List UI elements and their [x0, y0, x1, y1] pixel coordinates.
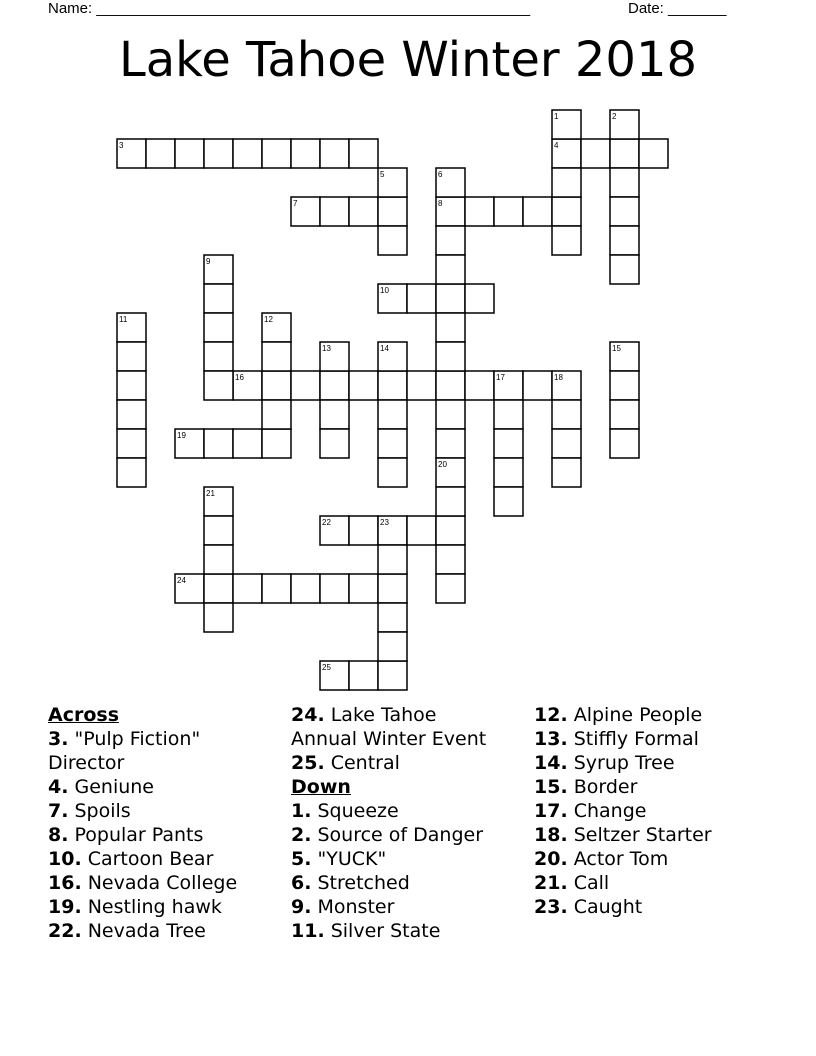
grid-cell[interactable] [262, 139, 291, 168]
grid-cell[interactable] [204, 313, 233, 342]
clue-item [48, 751, 237, 775]
grid-cell[interactable] [436, 516, 465, 545]
grid-cell[interactable] [320, 197, 349, 226]
clue-item [48, 823, 237, 847]
clue-item [291, 871, 486, 895]
cell-number: 6 [438, 170, 443, 179]
cell-number: 13 [322, 344, 331, 353]
down-heading: Down [291, 776, 351, 798]
clue-item [534, 895, 712, 919]
grid-cell[interactable] [436, 284, 465, 313]
grid-cell[interactable] [233, 139, 262, 168]
grid-cell[interactable] [262, 342, 291, 371]
grid-cell[interactable] [204, 516, 233, 545]
cell-number: 10 [380, 286, 389, 295]
grid-cell[interactable] [378, 603, 407, 632]
grid-cell[interactable] [204, 603, 233, 632]
clue-number: 14. [534, 752, 568, 774]
clue-number: 8. [48, 824, 69, 846]
clue-number: 1. [291, 800, 312, 822]
grid-cell[interactable] [494, 197, 523, 226]
grid-cell[interactable] [610, 168, 639, 197]
clue-text: Source of Danger [311, 824, 484, 846]
cell-number: 22 [322, 518, 331, 527]
clue-number: 10. [48, 848, 82, 870]
clue-item [291, 727, 486, 751]
clue-text: Squeeze [311, 800, 399, 822]
cell-number: 25 [322, 663, 331, 672]
clue-text: Caught [567, 896, 643, 918]
clue-number: 24. [291, 704, 325, 726]
clue-number: 17. [534, 800, 568, 822]
clue-text: Call [567, 872, 610, 894]
grid-cell[interactable] [552, 226, 581, 255]
across-heading: Across [48, 704, 120, 726]
grid-cell[interactable] [436, 545, 465, 574]
name-field-label: Name: ____________________________________________________ [48, 0, 531, 17]
grid-cell[interactable] [349, 574, 378, 603]
clue-text: Nevada College [81, 872, 238, 894]
grid-cell[interactable] [378, 632, 407, 661]
clue-number: 16. [48, 872, 82, 894]
page-title: Lake Tahoe Winter 2018 [118, 32, 698, 88]
clue-number: 19. [48, 896, 82, 918]
clue-item [534, 823, 712, 847]
grid-cell[interactable] [204, 284, 233, 313]
grid-cell[interactable] [349, 139, 378, 168]
grid-cell[interactable] [639, 139, 668, 168]
grid-cell[interactable] [204, 371, 233, 400]
cell-number: 23 [380, 518, 389, 527]
grid-cell[interactable] [378, 429, 407, 458]
clues-column-3 [534, 703, 712, 919]
clue-text: Central [324, 752, 400, 774]
grid-cell[interactable] [552, 429, 581, 458]
clue-number: 6. [291, 872, 312, 894]
grid-cell[interactable] [610, 400, 639, 429]
grid-cell[interactable] [436, 342, 465, 371]
clue-number: 15. [534, 776, 568, 798]
clue-text: Geniune [68, 776, 154, 798]
clue-text: Cartoon Bear [81, 848, 214, 870]
clue-text: Border [567, 776, 638, 798]
grid-cell[interactable] [349, 516, 378, 545]
grid-cell[interactable] [349, 661, 378, 690]
grid-cell[interactable] [378, 197, 407, 226]
clue-text: "Pulp Fiction" [68, 728, 201, 750]
clue-text: Lake Tahoe [324, 704, 437, 726]
grid-cell[interactable] [552, 458, 581, 487]
grid-cell[interactable] [204, 545, 233, 574]
clue-item [48, 895, 237, 919]
grid-cell[interactable] [436, 574, 465, 603]
clue-text: Annual Winter Event [291, 728, 487, 750]
grid-cell[interactable] [175, 139, 204, 168]
clue-number: 20. [534, 848, 568, 870]
grid-cell[interactable] [407, 516, 436, 545]
clue-number: 18. [534, 824, 568, 846]
cell-number: 18 [554, 373, 563, 382]
grid-cell[interactable] [494, 400, 523, 429]
grid-cell[interactable] [494, 487, 523, 516]
grid-cell[interactable] [233, 429, 262, 458]
clue-text: "YUCK" [311, 848, 387, 870]
grid-cell[interactable] [610, 255, 639, 284]
grid-cell[interactable] [262, 574, 291, 603]
clue-number: 23. [534, 896, 568, 918]
clue-number: 7. [48, 800, 69, 822]
clue-item [48, 775, 237, 799]
grid-cell[interactable] [262, 400, 291, 429]
grid-cell[interactable] [117, 400, 146, 429]
grid-cell[interactable] [436, 487, 465, 516]
cell-number: 16 [235, 373, 244, 382]
date-field-label: Date: _______ [628, 0, 727, 17]
cell-number: 2 [612, 112, 617, 121]
clue-item [534, 751, 712, 775]
cell-number: 17 [496, 373, 505, 382]
grid-cell[interactable] [291, 139, 320, 168]
clue-number: 4. [48, 776, 69, 798]
clue-number: 22. [48, 920, 82, 942]
clue-number: 5. [291, 848, 312, 870]
clue-number: 9. [291, 896, 312, 918]
cell-number: 20 [438, 460, 447, 469]
grid-cell[interactable] [320, 574, 349, 603]
cell-number: 19 [177, 431, 186, 440]
grid-cell[interactable] [552, 400, 581, 429]
grid-cell[interactable] [204, 139, 233, 168]
grid-cell[interactable] [610, 371, 639, 400]
grid-cell[interactable] [349, 197, 378, 226]
clue-item [48, 847, 237, 871]
grid-cell[interactable] [407, 284, 436, 313]
clue-text: Director [48, 752, 125, 774]
clue-text: Change [567, 800, 647, 822]
clue-number: 2. [291, 824, 312, 846]
clue-number: 11. [291, 920, 325, 942]
clue-text: Nevada Tree [81, 920, 206, 942]
grid-cell[interactable] [407, 371, 436, 400]
clue-item [534, 847, 712, 871]
clue-number: 21. [534, 872, 568, 894]
clue-item [534, 775, 712, 799]
grid-cell[interactable] [378, 545, 407, 574]
clue-text: Stretched [311, 872, 410, 894]
clue-item [48, 799, 237, 823]
grid-cell[interactable] [552, 197, 581, 226]
grid-cell[interactable] [436, 429, 465, 458]
clue-text: Stiffly Formal [567, 728, 699, 750]
grid-cell[interactable] [204, 574, 233, 603]
grid-cell[interactable] [320, 139, 349, 168]
clue-number: 12. [534, 704, 568, 726]
cell-number: 15 [612, 344, 621, 353]
grid-cell[interactable] [378, 226, 407, 255]
grid-cell[interactable] [320, 371, 349, 400]
grid-cell[interactable] [610, 226, 639, 255]
grid-cell[interactable] [465, 284, 494, 313]
grid-cell[interactable] [378, 661, 407, 690]
grid-cell[interactable] [378, 400, 407, 429]
clue-item [48, 727, 237, 751]
clue-number: 3. [48, 728, 69, 750]
clue-item [291, 751, 486, 775]
clue-text: Spoils [68, 800, 131, 822]
across-clues-column [48, 703, 237, 943]
clue-item [291, 703, 486, 727]
cell-number: 12 [264, 315, 273, 324]
clue-item [48, 919, 237, 943]
grid-cell[interactable] [436, 313, 465, 342]
clue-item [534, 703, 712, 727]
grid-cell[interactable] [204, 429, 233, 458]
cell-number: 1 [554, 112, 559, 121]
clue-item [48, 871, 237, 895]
grid-cell[interactable] [610, 197, 639, 226]
grid-cell[interactable] [204, 342, 233, 371]
clues-column-2 [291, 703, 486, 943]
grid-cell[interactable] [262, 371, 291, 400]
grid-cell[interactable] [523, 371, 552, 400]
clue-text: Seltzer Starter [567, 824, 712, 846]
cell-number: 9 [206, 257, 211, 266]
grid-cell[interactable] [320, 400, 349, 429]
grid-cell[interactable] [117, 342, 146, 371]
grid-cell[interactable] [233, 574, 262, 603]
grid-cell[interactable] [378, 574, 407, 603]
grid-cell[interactable] [494, 458, 523, 487]
cell-number: 14 [380, 344, 389, 353]
clue-item [534, 871, 712, 895]
cell-number: 7 [293, 199, 298, 208]
grid-cell[interactable] [581, 139, 610, 168]
cell-number: 4 [554, 141, 559, 150]
grid-cell[interactable] [146, 139, 175, 168]
grid-cell[interactable] [117, 429, 146, 458]
clue-item [291, 919, 486, 943]
clue-text: Silver State [324, 920, 441, 942]
grid-cell[interactable] [117, 458, 146, 487]
clue-item [291, 823, 486, 847]
grid-cell[interactable] [465, 197, 494, 226]
cell-number: 11 [119, 315, 128, 324]
clue-text: Alpine People [567, 704, 703, 726]
clue-text: Popular Pants [68, 824, 204, 846]
clue-text: Syrup Tree [567, 752, 675, 774]
clue-item [291, 895, 486, 919]
grid-cell[interactable] [552, 168, 581, 197]
grid-cell[interactable] [291, 574, 320, 603]
grid-cell[interactable] [349, 371, 378, 400]
grid-cell[interactable] [378, 458, 407, 487]
grid-cell[interactable] [610, 429, 639, 458]
grid-cell[interactable] [494, 429, 523, 458]
cell-number: 24 [177, 576, 186, 585]
grid-cell[interactable] [291, 371, 320, 400]
grid-cell[interactable] [436, 226, 465, 255]
grid-cell[interactable] [262, 429, 291, 458]
grid-cell[interactable] [436, 371, 465, 400]
cell-number: 3 [119, 141, 124, 150]
grid-cell[interactable] [378, 371, 407, 400]
clue-text: Actor Tom [567, 848, 669, 870]
grid-cell[interactable] [436, 400, 465, 429]
clue-text: Monster [311, 896, 395, 918]
clue-number: 25. [291, 752, 325, 774]
clue-number: 13. [534, 728, 568, 750]
grid-cell[interactable] [320, 429, 349, 458]
clue-text: Nestling hawk [81, 896, 222, 918]
grid-cell[interactable] [436, 255, 465, 284]
cell-number: 8 [438, 199, 443, 208]
grid-cell[interactable] [523, 197, 552, 226]
cell-number: 5 [380, 170, 385, 179]
grid-cell[interactable] [610, 139, 639, 168]
clue-item [291, 847, 486, 871]
clue-item [534, 799, 712, 823]
grid-cell[interactable] [117, 371, 146, 400]
grid-cell[interactable] [465, 371, 494, 400]
cell-number: 21 [206, 489, 215, 498]
clue-item [291, 799, 486, 823]
clue-item [534, 727, 712, 751]
